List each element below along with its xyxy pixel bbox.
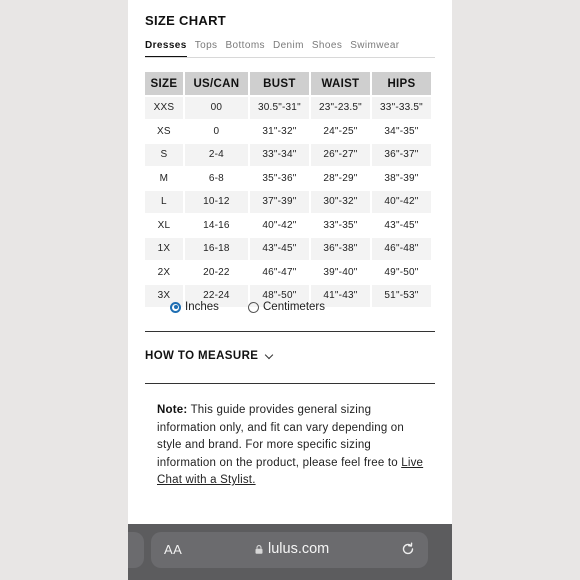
note-body: This guide provides general sizing information only, and fit can vary depending on style and brand. For more specific sizing information on the product, please feel free to xyxy=(157,404,405,469)
background-left xyxy=(0,0,128,580)
centimeters-radio[interactable] xyxy=(248,302,259,313)
section-divider-top xyxy=(145,331,435,332)
table-row xyxy=(145,238,431,260)
chevron-down-icon xyxy=(265,350,273,358)
table-row xyxy=(145,144,431,166)
table-cell: 20-22 xyxy=(185,262,248,284)
table-cell: 30.5"-31" xyxy=(250,97,309,119)
table-cell: 6-8 xyxy=(185,168,248,190)
table-cell: 33"-33.5" xyxy=(372,97,431,119)
table-cell: 36"-37" xyxy=(372,144,431,166)
column-header-bust: BUST xyxy=(250,72,309,95)
table-cell: 41"-43" xyxy=(311,285,370,307)
tab-tops[interactable]: Tops xyxy=(194,40,218,51)
table-cell: 22-24 xyxy=(185,285,248,307)
table-cell: 51"-53" xyxy=(372,285,431,307)
address-bar[interactable] xyxy=(151,532,428,568)
table-cell: L xyxy=(145,191,183,213)
how-to-measure-toggle[interactable] xyxy=(145,350,272,362)
table-cell: 40"-42" xyxy=(372,191,431,213)
table-cell: 24"-25" xyxy=(311,121,370,143)
how-to-measure-label: HOW TO MEASURE xyxy=(145,350,259,362)
table-row xyxy=(145,121,431,143)
size-table xyxy=(143,70,433,309)
table-cell: 23"-23.5" xyxy=(311,97,370,119)
column-header-waist: WAIST xyxy=(311,72,370,95)
table-cell: XL xyxy=(145,215,183,237)
tab-dresses[interactable]: Dresses xyxy=(145,40,187,58)
table-cell: 35"-36" xyxy=(250,168,309,190)
text-size-button[interactable]: AA xyxy=(164,542,183,557)
table-cell: 2X xyxy=(145,262,183,284)
section-divider-bottom xyxy=(145,383,435,384)
table-cell: 37"-39" xyxy=(250,191,309,213)
table-row xyxy=(145,215,431,237)
table-cell: 10-12 xyxy=(185,191,248,213)
table-cell: 48"-50" xyxy=(250,285,309,307)
tab-bottoms[interactable]: Bottoms xyxy=(225,40,265,51)
column-header-size: SIZE xyxy=(145,72,183,95)
table-cell: 38"-39" xyxy=(372,168,431,190)
tab-swimwear[interactable]: Swimwear xyxy=(350,40,400,51)
table-cell: 40"-42" xyxy=(250,215,309,237)
centimeters-label: Centimeters xyxy=(263,301,325,313)
table-row xyxy=(145,168,431,190)
column-header-us-can: US/CAN xyxy=(185,72,248,95)
inches-radio[interactable] xyxy=(170,302,181,313)
url-text: lulus.com xyxy=(268,541,330,557)
table-cell: 46"-47" xyxy=(250,262,309,284)
table-cell: 33"-34" xyxy=(250,144,309,166)
table-cell: 43"-45" xyxy=(250,238,309,260)
table-cell: 31"-32" xyxy=(250,121,309,143)
inches-option[interactable] xyxy=(170,301,219,313)
table-row xyxy=(145,262,431,284)
column-header-hips: HIPS xyxy=(372,72,431,95)
page-title: SIZE CHART xyxy=(145,13,226,28)
table-row xyxy=(145,97,431,119)
reload-icon[interactable] xyxy=(401,542,415,556)
live-chat-link[interactable]: Live Chat with a Stylist. xyxy=(157,456,424,486)
table-cell: 00 xyxy=(185,97,248,119)
table-cell: XXS xyxy=(145,97,183,119)
table-cell: 34"-35" xyxy=(372,121,431,143)
centimeters-option[interactable] xyxy=(248,301,325,313)
table-header-row xyxy=(145,72,431,95)
lock-icon xyxy=(255,545,263,554)
table-cell: 46"-48" xyxy=(372,238,431,260)
table-cell: 2-4 xyxy=(185,144,248,166)
table-cell: 1X xyxy=(145,238,183,260)
table-cell: 39"-40" xyxy=(311,262,370,284)
tab-shoes[interactable]: Shoes xyxy=(311,40,343,51)
table-cell: XS xyxy=(145,121,183,143)
table-cell: 49"-50" xyxy=(372,262,431,284)
table-cell: 16-18 xyxy=(185,238,248,260)
previous-tab-handle[interactable] xyxy=(128,532,144,568)
table-cell: 30"-32" xyxy=(311,191,370,213)
tabs-divider xyxy=(145,57,435,58)
table-cell: 14-16 xyxy=(185,215,248,237)
background-right xyxy=(452,0,580,580)
table-cell: 36"-38" xyxy=(311,238,370,260)
category-tabs xyxy=(145,40,408,58)
table-cell: 0 xyxy=(185,121,248,143)
table-cell: S xyxy=(145,144,183,166)
phone-screen xyxy=(128,0,452,580)
table-cell: 33"-35" xyxy=(311,215,370,237)
table-cell: 26"-27" xyxy=(311,144,370,166)
tab-denim[interactable]: Denim xyxy=(272,40,304,51)
inches-label: Inches xyxy=(185,301,219,313)
table-cell: 43"-45" xyxy=(372,215,431,237)
note-lead: Note: xyxy=(157,404,188,416)
browser-toolbar xyxy=(128,524,452,580)
table-cell: 3X xyxy=(145,285,183,307)
table-cell: M xyxy=(145,168,183,190)
table-row xyxy=(145,191,431,213)
table-cell: 28"-29" xyxy=(311,168,370,190)
sizing-note xyxy=(157,402,429,490)
